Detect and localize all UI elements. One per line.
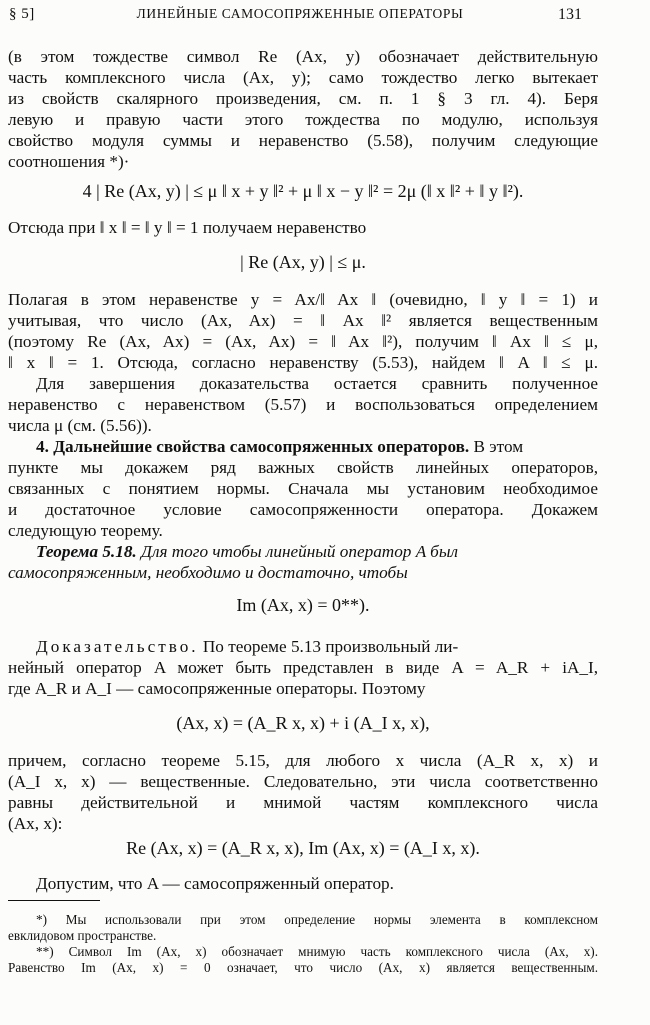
running-title: ЛИНЕЙНЫЕ САМОСОПРЯЖЕННЫЕ ОПЕРАТОРЫ: [136, 6, 464, 21]
subsection-heading: 4. Дальнейшие свойства самосопряженных операторов.: [36, 437, 470, 456]
text-line: левую и правую части этого тождества по модулю, используя: [8, 110, 598, 129]
page-number: 131: [558, 6, 582, 23]
theorem-line: [36, 542, 626, 562]
text-line: из свойств скалярного произведения, см. п. 1 § 3 гл. 4). Беря: [8, 89, 598, 108]
proof-label: Доказательство.: [36, 637, 199, 656]
footnote-line: Равенство Im (Ax, x) = 0 означает, что число (Ax, x) является вещественным.: [8, 960, 598, 975]
text-line: связанных с понятием нормы. Сначала мы установим необходимое: [8, 479, 598, 498]
text-line: пункте мы докажем ряд важных свойств линейных операторов,: [8, 458, 598, 477]
text-line: соотношения *)·: [8, 152, 130, 171]
text-line: учитывая, что число (Ax, Ax) = ‖ Ax ‖² является вещественным: [8, 311, 598, 330]
text-line: (A_I x, x) — вещественные. Следовательно, эти числа соответственно: [8, 772, 598, 791]
footnote-rule: [8, 900, 100, 901]
text-line: часть комплексного числа (Ax, y); само тождество легко вытекает: [8, 68, 598, 87]
footnote-line: *) Мы использовали при этом определение нормы элемента в комплексном: [36, 912, 598, 927]
text-fragment: По теореме 5.13 произвольный ли-: [202, 637, 459, 656]
equation: (Ax, x) = (A_R x, x) + i (A_I x, x),: [176, 713, 430, 733]
text-line: Полагая в этом неравенстве y = Ax/‖ Ax ‖ (очевидно, ‖ y ‖ = 1) и: [8, 290, 598, 309]
equation: Re (Ax, x) = (A_R x, x), Im (Ax, x) = (A_I x, x).: [126, 838, 480, 858]
text-fragment: В этом: [473, 437, 524, 456]
text-line: свойство модуля суммы и неравенство (5.58), получим следующие: [8, 131, 598, 150]
footnote-line: евклидовом пространстве.: [8, 928, 157, 943]
theorem-label: Теорема 5.18.: [36, 542, 137, 561]
proof-line: [36, 637, 626, 657]
text-line: следующую теорему.: [8, 521, 163, 540]
text-line: ‖ x ‖ = 1. Отсюда, согласно неравенству (5.53), найдем ‖ A ‖ ≤ μ.: [8, 353, 598, 372]
text-line: причем, согласно теореме 5.15, для любого x числа (A_R x, x) и: [8, 751, 598, 770]
text-line: (Ax, x):: [8, 814, 63, 833]
text-line: нейный оператор A может быть представлен в виде A = A_R + iA_I,: [8, 658, 598, 677]
equation: | Re (Ax, y) | ≤ μ.: [240, 252, 366, 272]
text-line: Допустим, что A — самосопряженный оператор.: [36, 874, 394, 893]
text-line: Для завершения доказательства остается сравнить полученное: [36, 374, 598, 393]
text-line: числа μ (см. (5.56)).: [8, 416, 152, 435]
text-line: равны действительной и мнимой частям комплексного числа: [8, 793, 598, 812]
text-line: Отсюда при ‖ x ‖ = ‖ y ‖ = 1 получаем неравенство: [8, 218, 367, 237]
section-marker: § 5]: [9, 6, 35, 22]
text-line: (поэтому Re (Ax, Ax) = (Ax, Ax) = ‖ Ax ‖²), получим ‖ Ax ‖ ≤ μ,: [8, 332, 598, 351]
footnote-line: **) Символ Im (Ax, x) обозначает мнимую часть комплексного числа (Ax, x).: [36, 944, 598, 959]
subsection-heading-line: [36, 437, 626, 457]
text-line: (в этом тождестве символ Re (Ax, y) обозначает действительную: [8, 47, 598, 66]
text-line: неравенство с неравенством (5.57) и воспользоваться определением: [8, 395, 598, 414]
text-line: где A_R и A_I — самосопряженные операторы. Поэтому: [8, 679, 426, 698]
text-line: и достаточное условие самосопряженности оператора. Докажем: [8, 500, 598, 519]
theorem-text: Для того чтобы линейный оператор A был: [141, 542, 458, 561]
theorem-text: самосопряженным, необходимо и достаточно, чтобы: [8, 563, 408, 582]
equation: Im (Ax, x) = 0**).: [236, 595, 370, 615]
equation: 4 | Re (Ax, y) | ≤ μ ‖ x + y ‖² + μ ‖ x − y ‖² = 2μ (‖ x ‖² + ‖ y ‖²).: [82, 181, 524, 201]
